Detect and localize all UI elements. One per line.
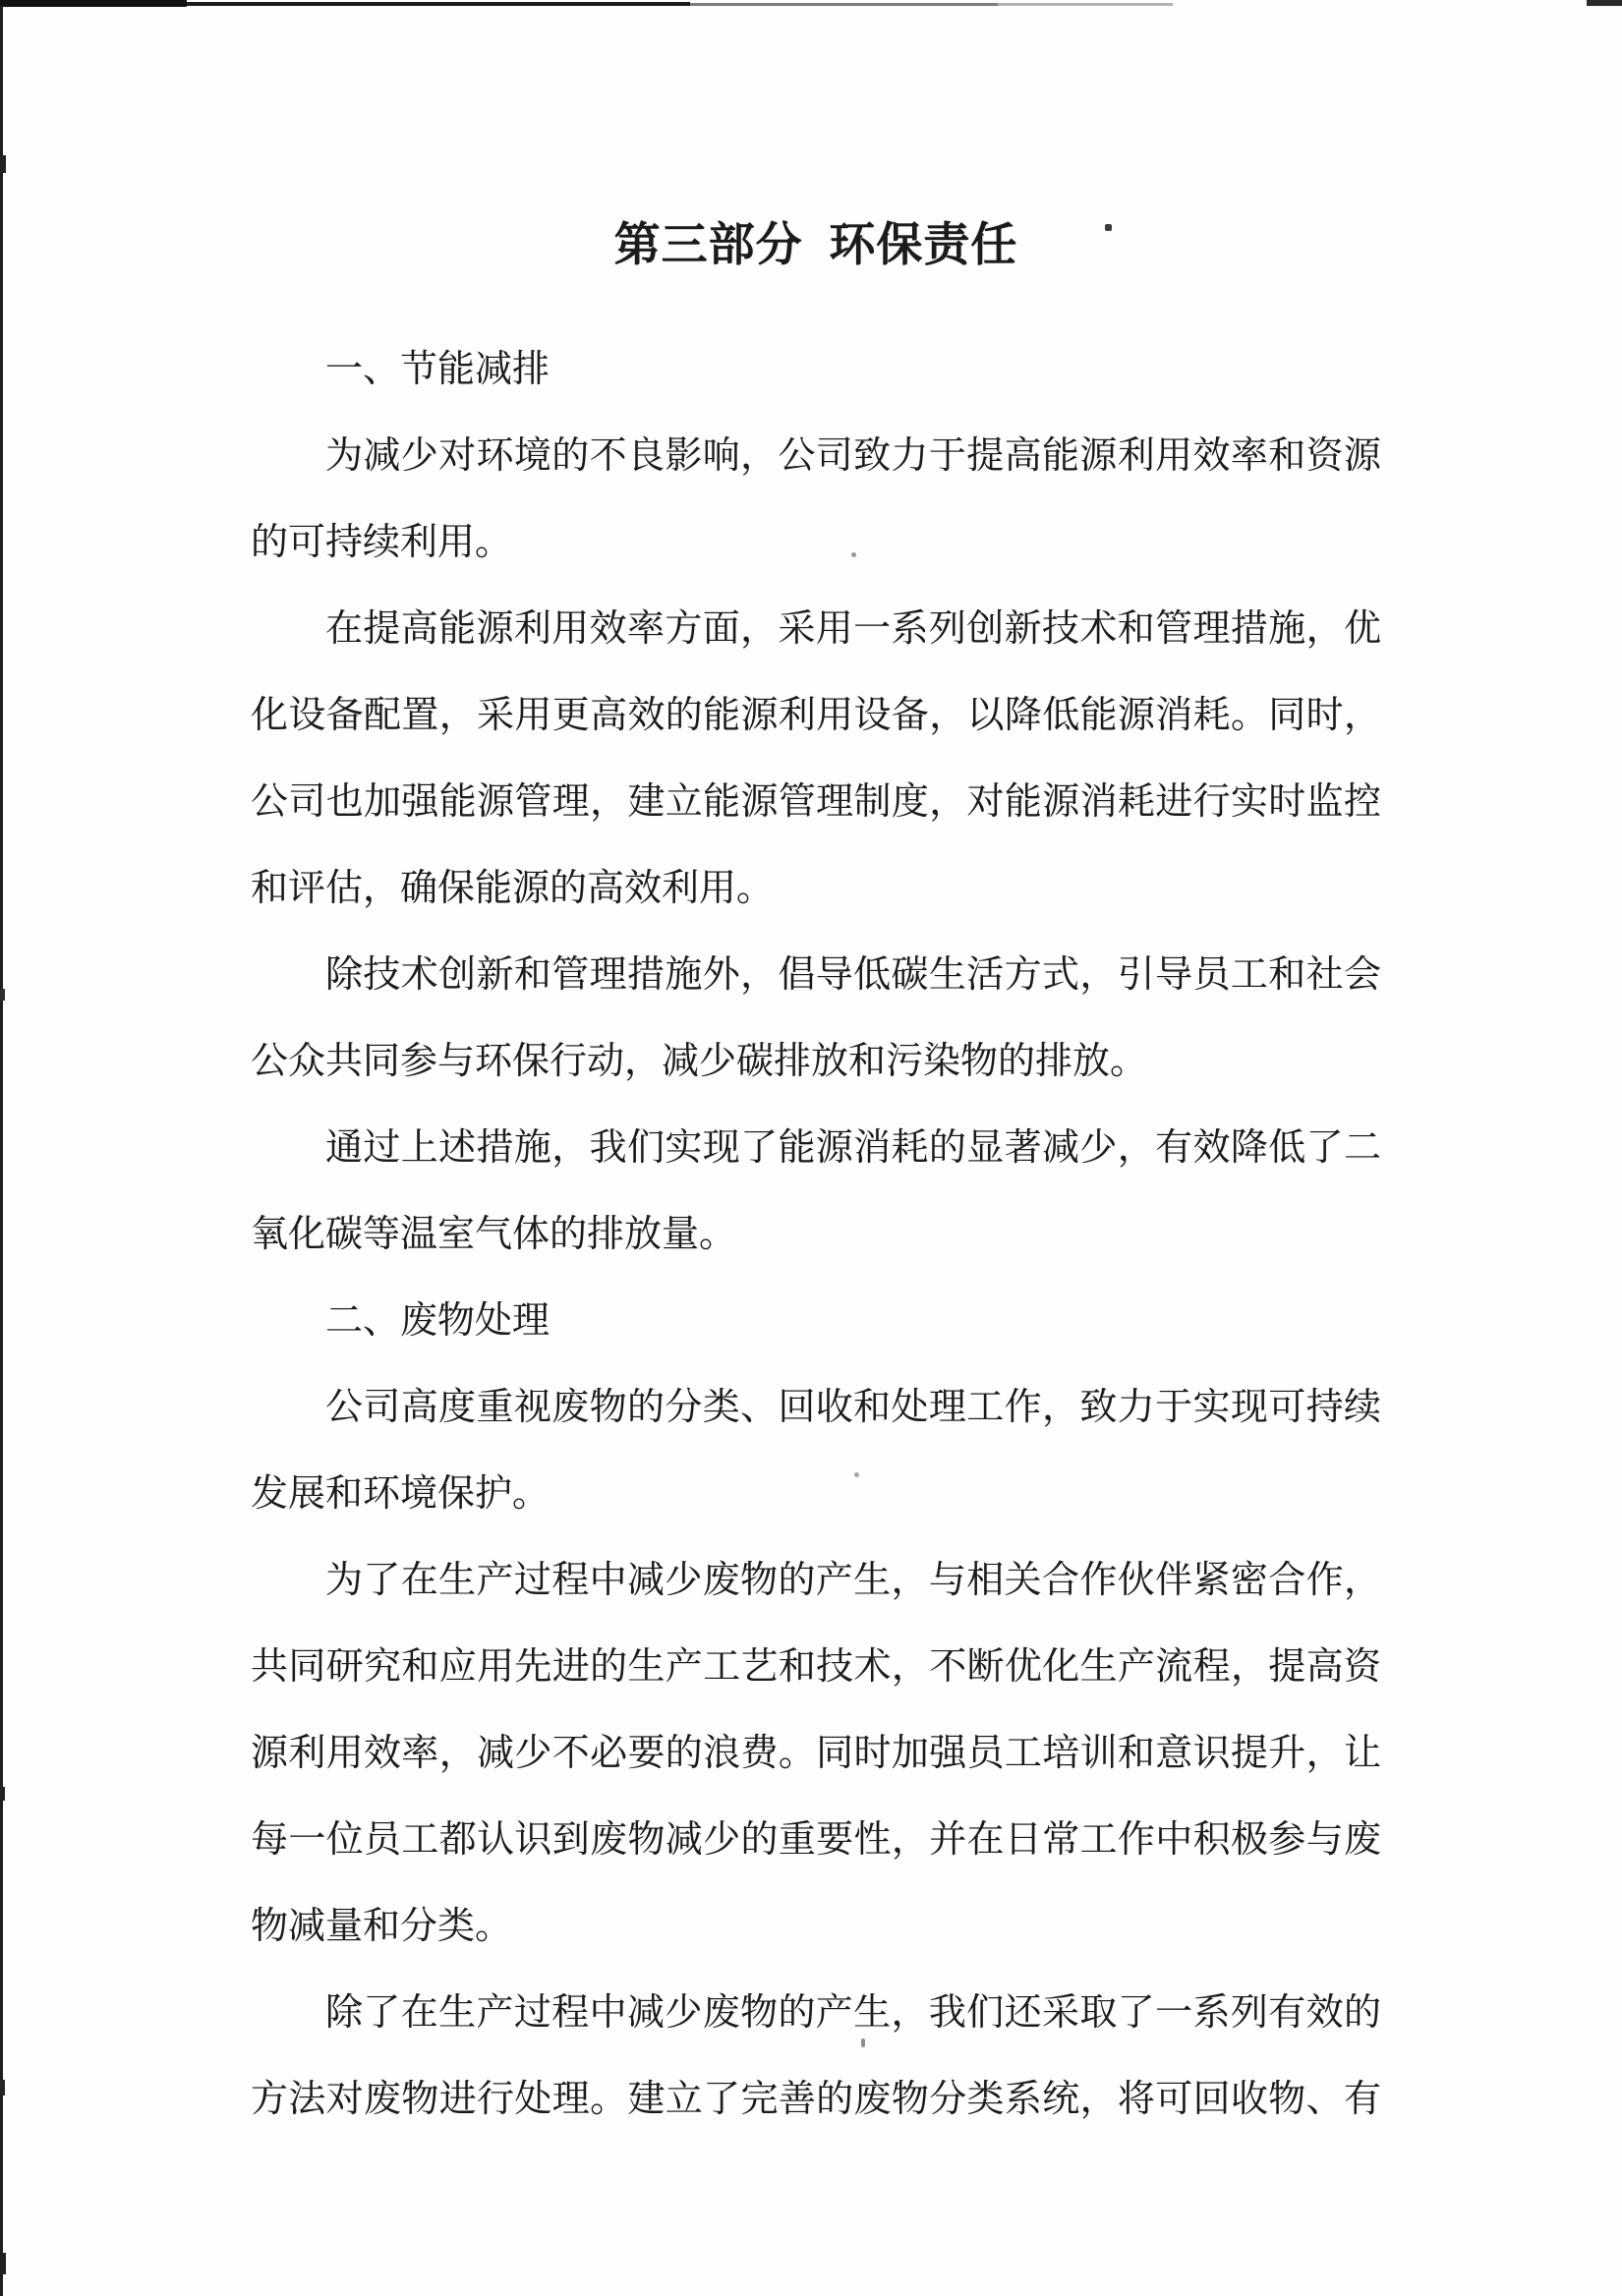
text-line: 共同研究和应用先进的生产工艺和技术，不断优化生产流程，提高资 (251, 1646, 1381, 1688)
scan-left-notch (0, 989, 5, 1001)
text-line: 的可持续利用。 (251, 522, 513, 563)
text-line: 发展和环境保护。 (251, 1473, 550, 1515)
document-content (251, 0, 1381, 2143)
scan-left-border (0, 6, 3, 2296)
text-line: 为减少对环境的不良影响，公司致力于提高能源利用效率和资源 (325, 435, 1381, 477)
text-line: 化设备配置，采用更高效的能源利用设备，以降低能源消耗。同时， (251, 695, 1381, 736)
text-line: 氧化碳等温室气体的排放量。 (251, 1214, 737, 1255)
text-line: 公司高度重视废物的分类、回收和处理工作，致力于实现可持续 (325, 1387, 1381, 1428)
text-line: 公众共同参与环保行动，减少碳排放和污染物的排放。 (251, 1041, 1148, 1082)
body-text (251, 326, 1381, 2143)
text-line: 除技术创新和管理措施外，倡导低碳生活方式，引导员工和社会 (325, 954, 1381, 996)
scan-corner-mark (1587, 0, 1622, 6)
text-line: 每一位员工都认识到废物减少的重要性，并在日常工作中积极参与废 (251, 1819, 1381, 1861)
text-line: 通过上述措施，我们实现了能源消耗的显著减少，有效降低了二 (325, 1127, 1381, 1169)
text-line: 除了在生产过程中减少废物的产生，我们还采取了一系列有效的 (325, 1992, 1381, 2034)
scan-top-border-dark (0, 0, 187, 7)
scan-left-notch (0, 2253, 6, 2274)
text-line: 为了在生产过程中减少废物的产生，与相关合作伙伴紧密合作， (325, 1560, 1381, 1601)
text-line: 公司也加强能源管理，建立能源管理制度，对能源消耗进行实时监控 (251, 781, 1381, 823)
text-line: 在提高能源利用效率方面，采用一系列创新技术和管理措施，优 (325, 608, 1381, 650)
text-line: 源利用效率，减少不必要的浪费。同时加强员工培训和意识提升，让 (251, 1733, 1381, 1774)
text-line: 方法对废物进行处理。建立了完善的废物分类系统，将可回收物、有 (251, 2079, 1381, 2120)
text-line: 和评估，确保能源的高效利用。 (251, 868, 775, 909)
scan-left-notch (0, 155, 6, 173)
section-heading-2: 二、废物处理 (325, 1300, 550, 1342)
section-heading-1: 一、节能减排 (325, 349, 550, 390)
scan-left-notch (0, 1787, 5, 1801)
text-line: 物减量和分类。 (251, 1906, 513, 1947)
page-title: 第三部分 环保责任 (613, 220, 1018, 271)
scan-left-notch (0, 2080, 5, 2095)
